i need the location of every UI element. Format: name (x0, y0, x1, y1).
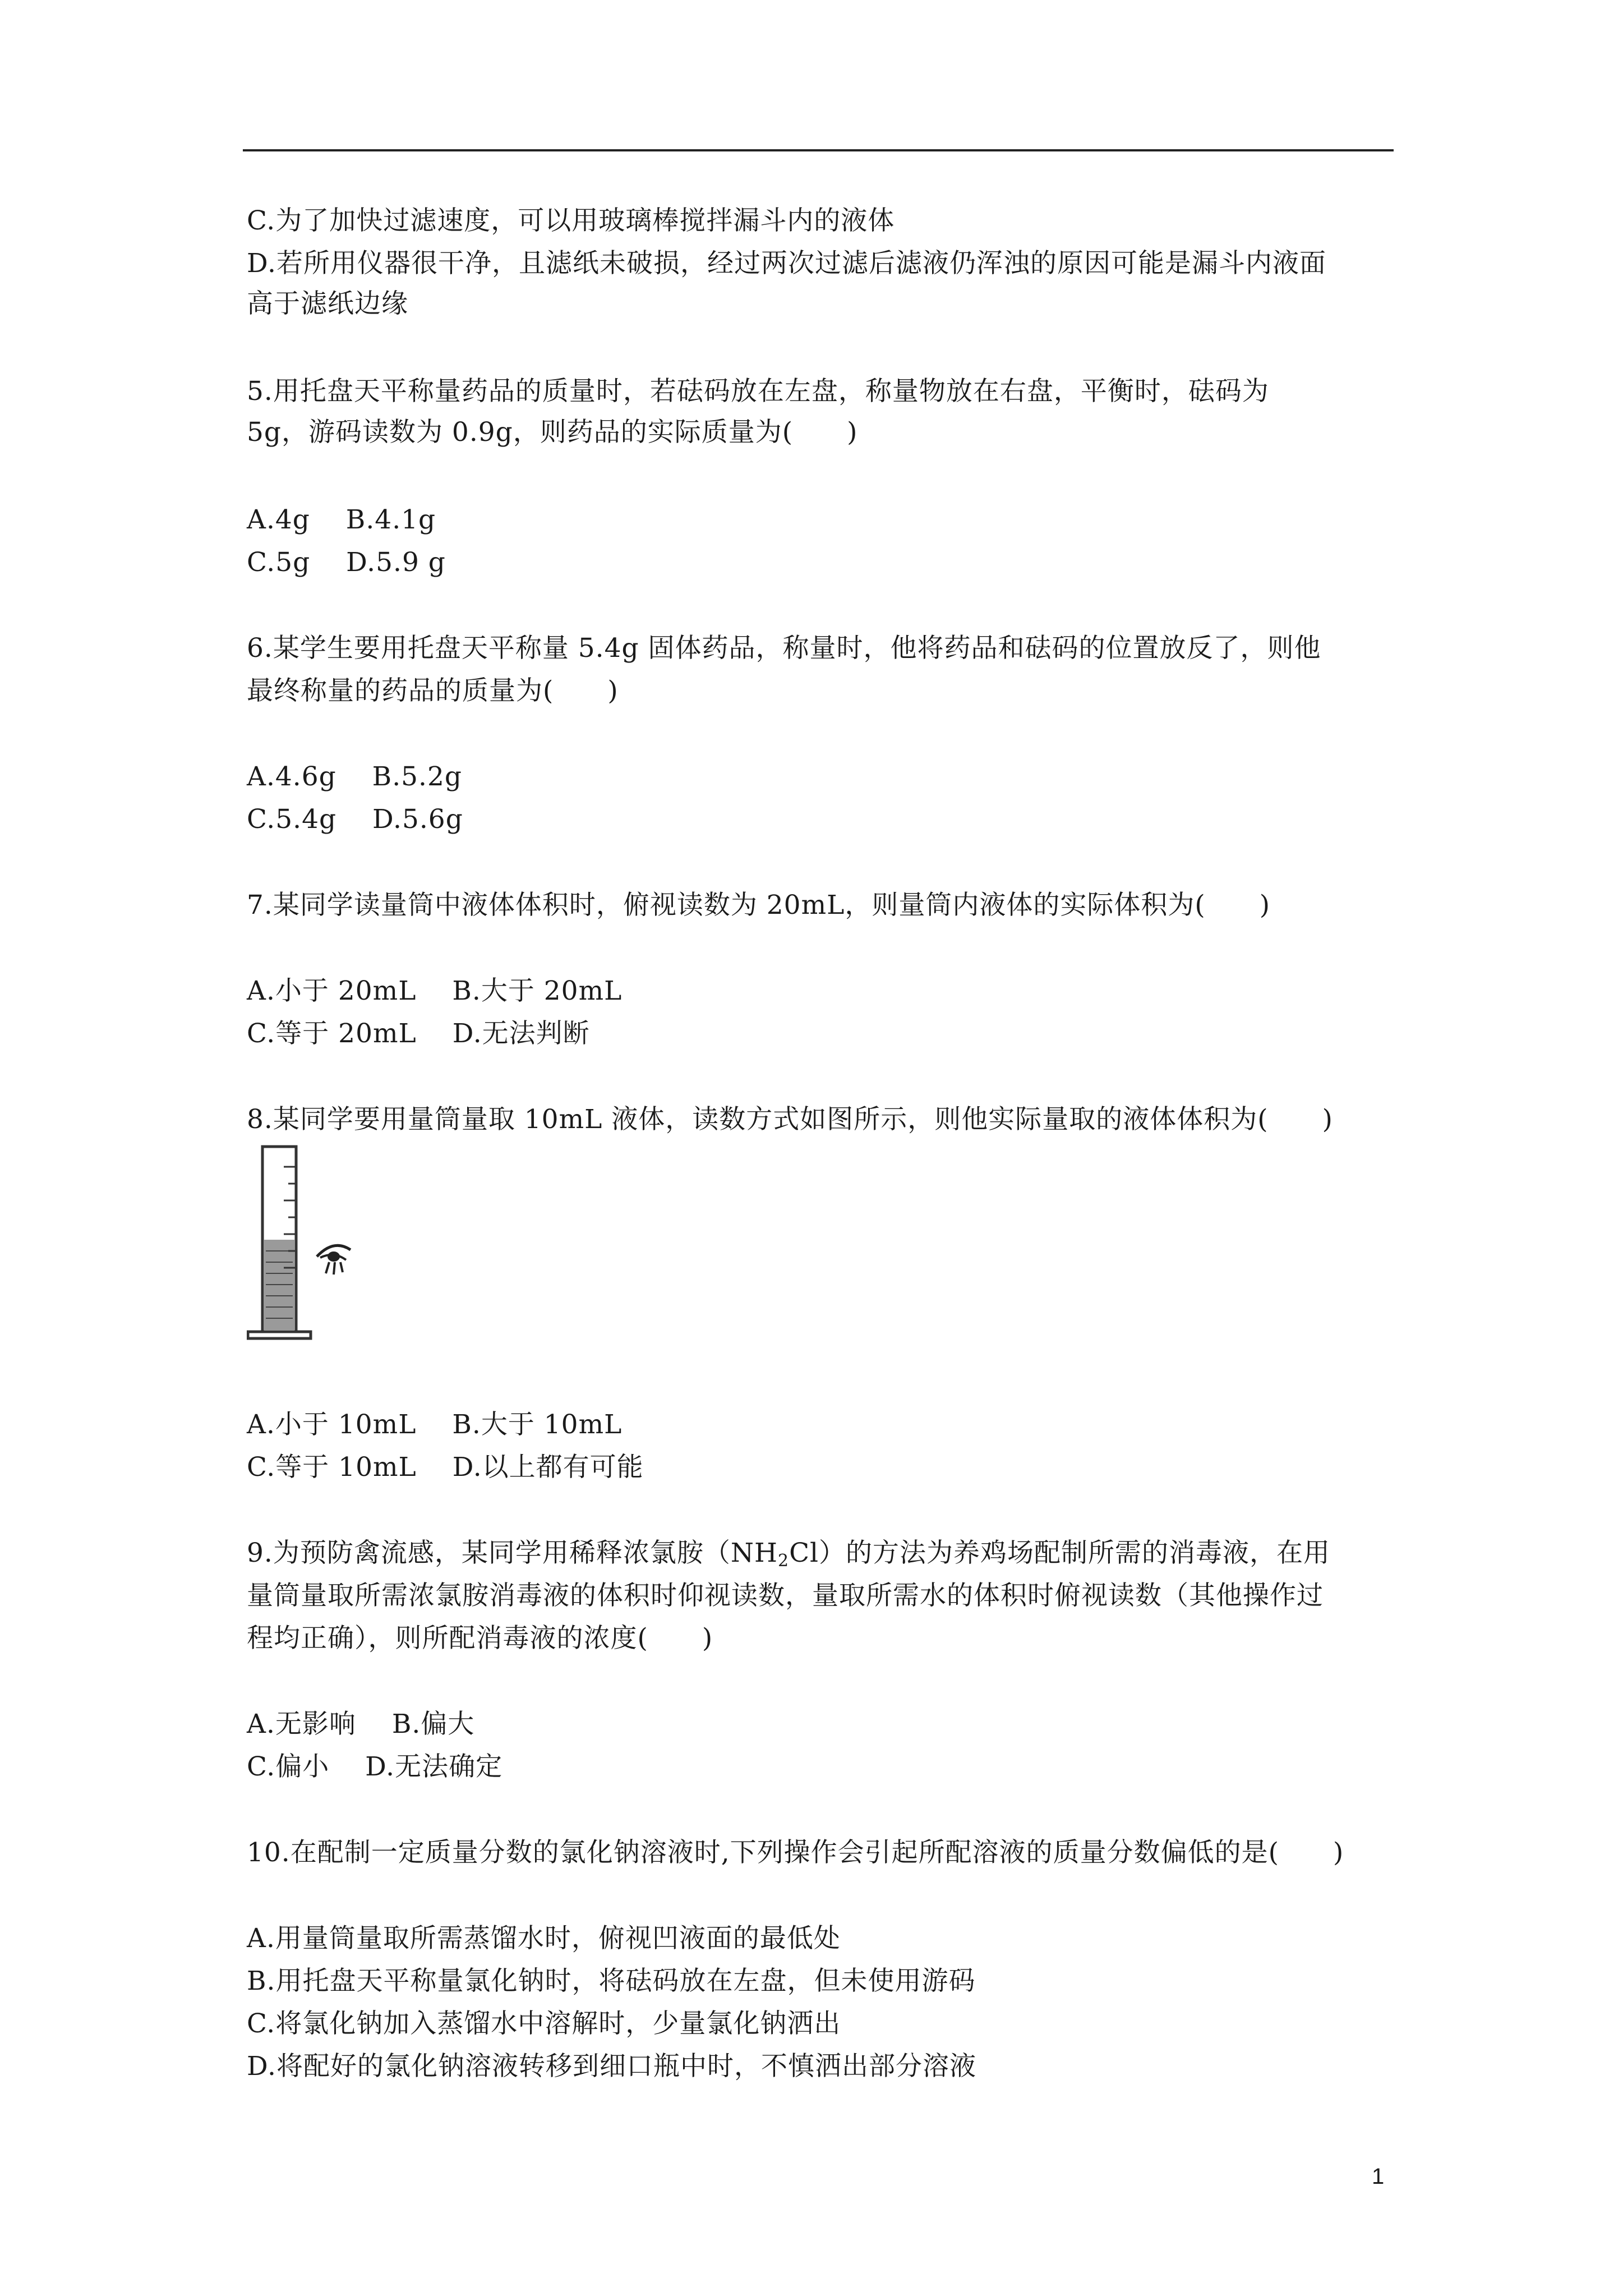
q5-stem-line2: 5g，游码读数为 0.9g，则药品的实际质量为( ) (247, 417, 858, 448)
q10-option-b: B.用托盘天平称量氯化钠时，将砝码放在左盘，但未使用游码 (247, 1966, 976, 1996)
q8-stem: 8.某同学要用量筒量取 10mL 液体，读数方式如图所示，则他实际量取的液体体积为( ) (247, 1104, 1333, 1135)
q5-options-cd: C.5g D.5.9 g (247, 547, 446, 578)
q10-option-c: C.将氯化钠加入蒸馏水中溶解时，少量氯化钠洒出 (247, 2008, 841, 2039)
q8-options-ab: A.小于 10mL B.大于 10mL (247, 1409, 623, 1440)
q5-options-ab: A.4g B.4.1g (247, 504, 436, 535)
q8-options-cd: C.等于 10mL D.以上都有可能 (247, 1452, 644, 1483)
q7-options-ab: A.小于 20mL B.大于 20mL (247, 976, 623, 1006)
q9-stem-line2: 量筒量取所需浓氯胺消毒液的体积时仰视读数，量取所需水的体积时俯视读数（其他操作过 (247, 1580, 1324, 1611)
q9-options-cd: C.偏小 D.无法确定 (247, 1751, 503, 1782)
header-rule (243, 149, 1394, 151)
q4-option-d-line2: 高于滤纸边缘 (247, 288, 408, 319)
q4-option-c: C.为了加快过滤速度，可以用玻璃棒搅拌漏斗内的液体 (247, 205, 895, 236)
q10-stem: 10.在配制一定质量分数的氯化钠溶液时,下列操作会引起所配溶液的质量分数偏低的是( ) (247, 1837, 1344, 1868)
q6-options-cd: C.5.4g D.5.6g (247, 804, 463, 835)
q5-stem-line1: 5.用托盘天平称量药品的质量时，若砝码放在左盘，称量物放在右盘，平衡时，砝码为 (247, 376, 1269, 407)
page-number: 1 (1372, 2164, 1385, 2189)
q9-stem-line3: 程均正确），则所配消毒液的浓度( ) (247, 1623, 713, 1654)
q6-stem-line2: 最终称量的药品的质量为( ) (247, 675, 619, 706)
q9-subscript: 2 (777, 1551, 790, 1571)
q7-stem: 7.某同学读量筒中液体体积时，俯视读数为 20mL，则量筒内液体的实际体积为( ) (247, 890, 1271, 921)
q10-option-d: D.将配好的氯化钠溶液转移到细口瓶中时，不慎洒出部分溶液 (247, 2051, 976, 2082)
q9-stem-line1 (247, 1536, 1330, 1570)
q9-stem-line1-b: Cl）的方法为养鸡场配制所需的消毒液，在用 (789, 1538, 1331, 1568)
q4-option-d-line1: D.若所用仪器很干净，且滤纸未破损，经过两次过滤后滤液仍浑浊的原因可能是漏斗内液面 (247, 248, 1326, 279)
q9-options-ab: A.无影响 B.偏大 (247, 1709, 475, 1740)
q9-stem-line1-a: 9.为预防禽流感，某同学用稀释浓氯胺（NH (247, 1538, 778, 1568)
graduated-cylinder-figure (247, 1144, 359, 1346)
q6-options-ab: A.4.6g B.5.2g (247, 761, 462, 792)
q10-option-a: A.用量筒量取所需蒸馏水时，俯视凹液面的最低处 (247, 1923, 841, 1954)
q7-options-cd: C.等于 20mL D.无法判断 (247, 1018, 590, 1049)
q6-stem-line1: 6.某学生要用托盘天平称量 5.4g 固体药品，称量时，他将药品和砝码的位置放反了，则他 (247, 633, 1321, 664)
cylinder-base (248, 1332, 311, 1338)
eye-icon (317, 1245, 351, 1274)
